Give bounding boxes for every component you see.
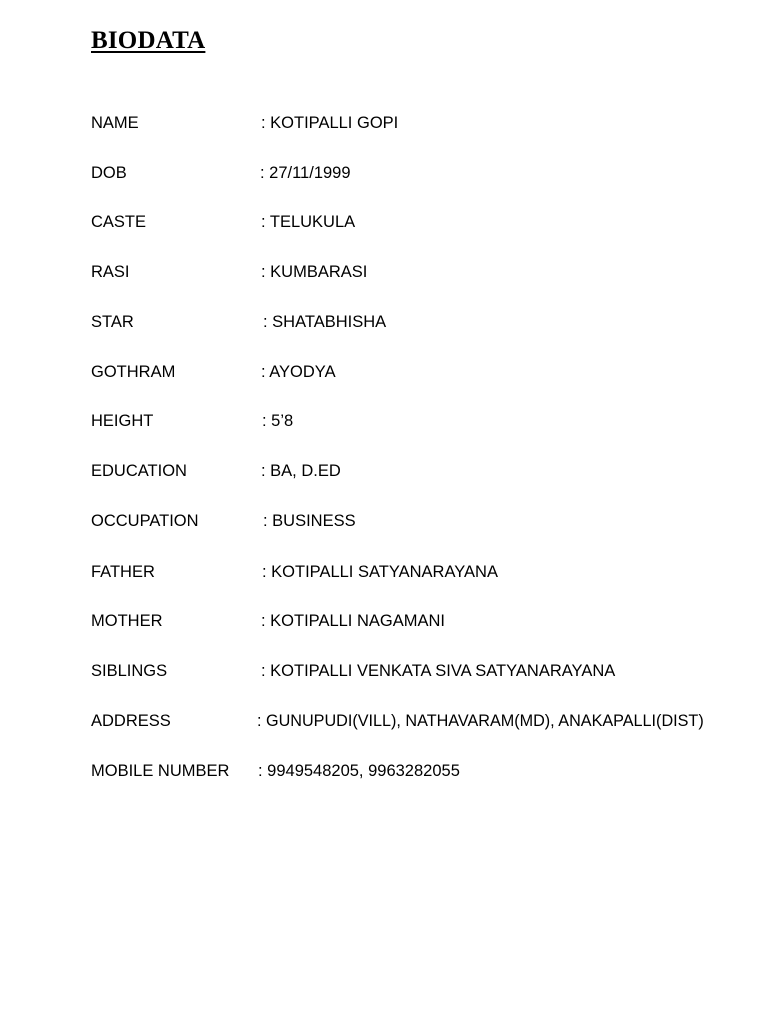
field-label-height: HEIGHT bbox=[91, 412, 154, 430]
field-row-mobile-number bbox=[0, 758, 768, 784]
field-label-name: NAME bbox=[91, 114, 139, 132]
field-label-star: STAR bbox=[91, 313, 134, 331]
field-row-siblings bbox=[0, 658, 768, 684]
field-value-occupation: : BUSINESS bbox=[263, 512, 356, 530]
field-row-education bbox=[0, 458, 768, 484]
field-label-mobile-number: MOBILE NUMBER bbox=[91, 762, 230, 780]
field-row-dob bbox=[0, 160, 768, 186]
field-label-caste: CASTE bbox=[91, 213, 147, 231]
field-value-caste: : TELUKULA bbox=[261, 213, 356, 231]
field-row-name bbox=[0, 110, 768, 136]
field-row-height bbox=[0, 408, 768, 434]
field-value-dob: : 27/11/1999 bbox=[260, 164, 351, 182]
field-label-dob: DOB bbox=[91, 164, 127, 182]
field-value-name: : KOTIPALLI GOPI bbox=[261, 114, 399, 132]
field-value-gothram: : AYODYA bbox=[261, 363, 336, 381]
field-label-education: EDUCATION bbox=[91, 462, 187, 480]
field-value-father: : KOTIPALLI SATYANARAYANA bbox=[262, 563, 498, 581]
field-row-star bbox=[0, 309, 768, 335]
field-value-siblings: : KOTIPALLI VENKATA SIVA SATYANARAYANA bbox=[261, 662, 616, 680]
field-row-mother bbox=[0, 608, 768, 634]
field-value-height: : 5’8 bbox=[262, 412, 294, 430]
field-label-address: ADDRESS bbox=[91, 712, 171, 730]
field-label-mother: MOTHER bbox=[91, 612, 163, 630]
field-label-occupation: OCCUPATION bbox=[91, 512, 199, 530]
field-row-caste bbox=[0, 209, 768, 235]
field-row-occupation bbox=[0, 508, 768, 534]
field-value-mobile-number: : 9949548205, 9963282055 bbox=[258, 762, 460, 780]
field-label-siblings: SIBLINGS bbox=[91, 662, 168, 680]
field-row-father bbox=[0, 559, 768, 585]
field-value-star: : SHATABHISHA bbox=[263, 313, 387, 331]
field-row-rasi bbox=[0, 259, 768, 285]
field-value-mother: : KOTIPALLI NAGAMANI bbox=[261, 612, 445, 630]
field-row-address bbox=[0, 708, 768, 734]
field-value-address: : GUNUPUDI(VILL), NATHAVARAM(MD), ANAKAPALLI(DIST) bbox=[257, 712, 704, 730]
field-label-father: FATHER bbox=[91, 563, 155, 581]
field-label-gothram: GOTHRAM bbox=[91, 363, 176, 381]
field-value-rasi: : KUMBARASI bbox=[261, 263, 368, 281]
field-label-rasi: RASI bbox=[91, 263, 130, 281]
document-title: BIODATA bbox=[91, 27, 206, 54]
field-value-education: : BA, D.ED bbox=[261, 462, 341, 480]
field-row-gothram bbox=[0, 359, 768, 385]
